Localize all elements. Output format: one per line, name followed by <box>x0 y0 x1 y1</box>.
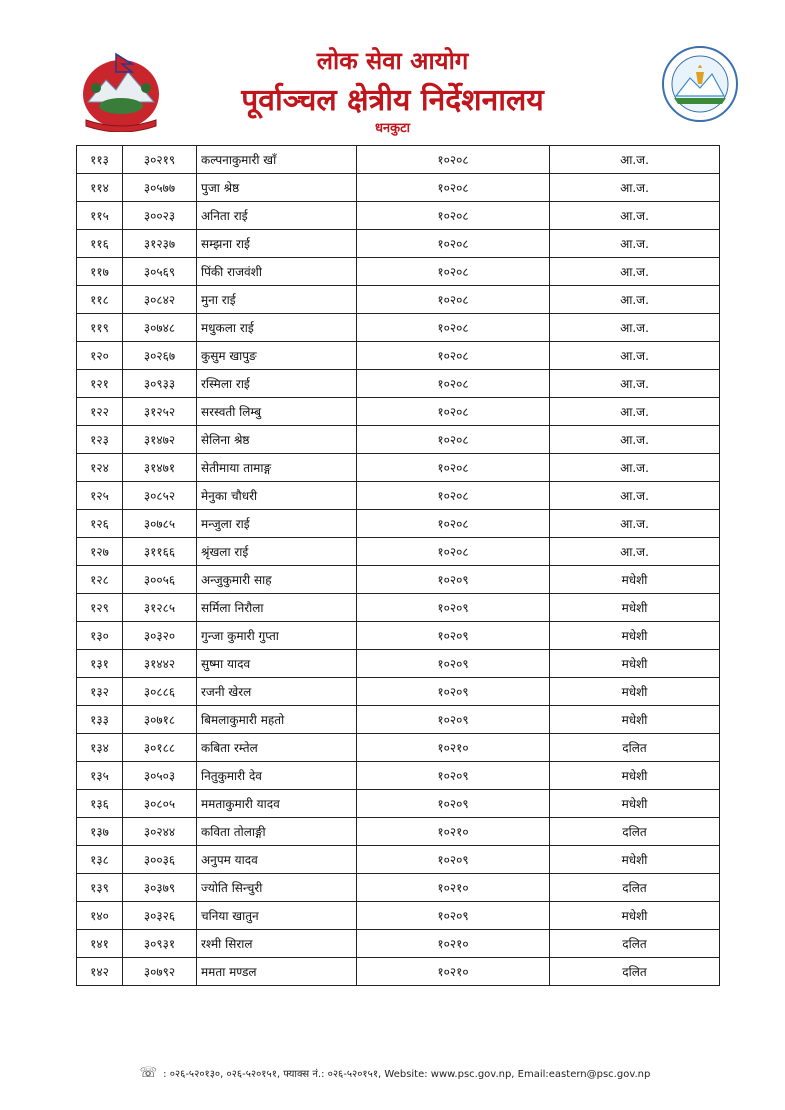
results-table <box>76 145 720 986</box>
roll-number-cell: ३०८८६ <box>123 678 197 706</box>
table-row <box>77 342 720 370</box>
code-cell: १०२०९ <box>357 650 550 678</box>
serial-number-cell: १२३ <box>77 426 123 454</box>
code-cell: १०२०८ <box>357 482 550 510</box>
code-cell: १०२०८ <box>357 314 550 342</box>
roll-number-cell: ३०९३१ <box>123 930 197 958</box>
roll-number-cell: ३०३७९ <box>123 874 197 902</box>
roll-number-cell: ३१४७२ <box>123 426 197 454</box>
serial-number-cell: १२७ <box>77 538 123 566</box>
code-cell: १०२१० <box>357 958 550 986</box>
candidate-name-cell: मधुकला राई <box>197 314 357 342</box>
table-row <box>77 230 720 258</box>
category-cell: मधेशी <box>550 790 720 818</box>
roll-number-cell: ३१२५२ <box>123 398 197 426</box>
code-cell: १०२०८ <box>357 258 550 286</box>
roll-number-cell: ३०२४४ <box>123 818 197 846</box>
roll-number-cell: ३०५७७ <box>123 174 197 202</box>
code-cell: १०२०८ <box>357 342 550 370</box>
category-cell: दलित <box>550 734 720 762</box>
serial-number-cell: ११७ <box>77 258 123 286</box>
roll-number-cell: ३०२६७ <box>123 342 197 370</box>
table-row <box>77 146 720 174</box>
category-cell: दलित <box>550 930 720 958</box>
candidate-name-cell: ममता मण्डल <box>197 958 357 986</box>
candidate-name-cell: बिमलाकुमारी महतो <box>197 706 357 734</box>
candidate-name-cell: सर्मिला निरौला <box>197 594 357 622</box>
candidate-name-cell: कुसुम खापुङ <box>197 342 357 370</box>
code-cell: १०२०९ <box>357 594 550 622</box>
table-row <box>77 930 720 958</box>
table-row <box>77 398 720 426</box>
serial-number-cell: ११५ <box>77 202 123 230</box>
code-cell: १०२०९ <box>357 706 550 734</box>
code-cell: १०२०९ <box>357 678 550 706</box>
code-cell: १०२०८ <box>357 202 550 230</box>
roll-number-cell: ३००२३ <box>123 202 197 230</box>
category-cell: आ.ज. <box>550 258 720 286</box>
candidate-name-cell: सेतीमाया तामाङ्ग <box>197 454 357 482</box>
category-cell: मधेशी <box>550 902 720 930</box>
category-cell: आ.ज. <box>550 314 720 342</box>
category-cell: मधेशी <box>550 566 720 594</box>
category-cell: आ.ज. <box>550 146 720 174</box>
table-row <box>77 202 720 230</box>
serial-number-cell: ११८ <box>77 286 123 314</box>
roll-number-cell: ३०८०५ <box>123 790 197 818</box>
category-cell: आ.ज. <box>550 454 720 482</box>
category-cell: मधेशी <box>550 622 720 650</box>
roll-number-cell: ३०५०३ <box>123 762 197 790</box>
candidate-name-cell: कल्पनाकुमारी खाँ <box>197 146 357 174</box>
serial-number-cell: १३२ <box>77 678 123 706</box>
table-row <box>77 258 720 286</box>
table-row <box>77 426 720 454</box>
category-cell: आ.ज. <box>550 230 720 258</box>
category-cell: आ.ज. <box>550 370 720 398</box>
roll-number-cell: ३१४७१ <box>123 454 197 482</box>
code-cell: १०२०९ <box>357 790 550 818</box>
roll-number-cell: ३०८४२ <box>123 286 197 314</box>
code-cell: १०२०८ <box>357 146 550 174</box>
serial-number-cell: १२० <box>77 342 123 370</box>
candidate-name-cell: रजनी खेरल <box>197 678 357 706</box>
table-row <box>77 286 720 314</box>
category-cell: आ.ज. <box>550 202 720 230</box>
serial-number-cell: १३८ <box>77 846 123 874</box>
code-cell: १०२०८ <box>357 510 550 538</box>
roll-number-cell: ३०७९२ <box>123 958 197 986</box>
roll-number-cell: ३०१८८ <box>123 734 197 762</box>
candidate-name-cell: सम्झना राई <box>197 230 357 258</box>
table-row <box>77 706 720 734</box>
category-cell: आ.ज. <box>550 174 720 202</box>
candidate-name-cell: पुजा श्रेष्ठ <box>197 174 357 202</box>
table-row <box>77 762 720 790</box>
code-cell: १०२०८ <box>357 538 550 566</box>
code-cell: १०२०९ <box>357 846 550 874</box>
roll-number-cell: ३०७४८ <box>123 314 197 342</box>
candidate-name-cell: रश्मी सिराल <box>197 930 357 958</box>
candidate-name-cell: ज्योति सिन्चुरी <box>197 874 357 902</box>
table-row <box>77 678 720 706</box>
category-cell: मधेशी <box>550 650 720 678</box>
serial-number-cell: १३६ <box>77 790 123 818</box>
roll-number-cell: ३१२८५ <box>123 594 197 622</box>
table-row <box>77 314 720 342</box>
code-cell: १०२१० <box>357 734 550 762</box>
roll-number-cell: ३०२१९ <box>123 146 197 174</box>
roll-number-cell: ३१२३७ <box>123 230 197 258</box>
table-row <box>77 510 720 538</box>
code-cell: १०२०८ <box>357 230 550 258</box>
candidate-name-cell: सरस्वती लिम्बु <box>197 398 357 426</box>
roll-number-cell: ३०३२६ <box>123 902 197 930</box>
table-row <box>77 818 720 846</box>
table-row <box>77 482 720 510</box>
code-cell: १०२०८ <box>357 454 550 482</box>
table-row <box>77 790 720 818</box>
table-row <box>77 846 720 874</box>
table-row <box>77 734 720 762</box>
category-cell: मधेशी <box>550 594 720 622</box>
table-row <box>77 874 720 902</box>
category-cell: दलित <box>550 874 720 902</box>
serial-number-cell: १४० <box>77 902 123 930</box>
category-cell: आ.ज. <box>550 398 720 426</box>
serial-number-cell: १४१ <box>77 930 123 958</box>
serial-number-cell: १२५ <box>77 482 123 510</box>
roll-number-cell: ३०७८५ <box>123 510 197 538</box>
category-cell: आ.ज. <box>550 510 720 538</box>
serial-number-cell: ११३ <box>77 146 123 174</box>
candidate-name-cell: सुष्मा यादव <box>197 650 357 678</box>
category-cell: मधेशी <box>550 706 720 734</box>
table-row <box>77 594 720 622</box>
serial-number-cell: १३७ <box>77 818 123 846</box>
candidate-name-cell: कविता तोलाङ्गी <box>197 818 357 846</box>
serial-number-cell: १४२ <box>77 958 123 986</box>
serial-number-cell: ११९ <box>77 314 123 342</box>
org-name: लोक सेवा आयोग <box>316 46 469 75</box>
serial-number-cell: १२२ <box>77 398 123 426</box>
roll-number-cell: ३००३६ <box>123 846 197 874</box>
code-cell: १०२०८ <box>357 174 550 202</box>
psc-logo-icon <box>660 44 740 124</box>
candidate-name-cell: मन्जुला राई <box>197 510 357 538</box>
serial-number-cell: १३५ <box>77 762 123 790</box>
code-cell: १०२०९ <box>357 902 550 930</box>
category-cell: दलित <box>550 818 720 846</box>
category-cell: मधेशी <box>550 762 720 790</box>
candidate-name-cell: अन्जुकुमारी साह <box>197 566 357 594</box>
candidate-name-cell: कबिता रम्तेल <box>197 734 357 762</box>
roll-number-cell: ३०३२० <box>123 622 197 650</box>
code-cell: १०२०८ <box>357 286 550 314</box>
phone-icon: ☏ <box>139 1065 158 1081</box>
footer-contact-text: : ०२६-५२०१३०, ०२६-५२०१५१, फ्याक्स नं.: ०२६-५२०१५१, Website: www.psc.gov.np, Email:eastern@psc.gov.np <box>163 1069 651 1080</box>
table-row <box>77 174 720 202</box>
table-row <box>77 566 720 594</box>
candidate-name-cell: चनिया खातुन <box>197 902 357 930</box>
category-cell: आ.ज. <box>550 342 720 370</box>
table-row <box>77 902 720 930</box>
table-row <box>77 370 720 398</box>
code-cell: १०२०९ <box>357 762 550 790</box>
page-footer <box>70 1060 720 1086</box>
category-cell: दलित <box>550 958 720 986</box>
category-cell: मधेशी <box>550 846 720 874</box>
code-cell: १०२१० <box>357 874 550 902</box>
code-cell: १०२०९ <box>357 622 550 650</box>
candidate-name-cell: गुन्जा कुमारी गुप्ता <box>197 622 357 650</box>
roll-number-cell: ३०८५२ <box>123 482 197 510</box>
candidate-name-cell: श्रृंखला राई <box>197 538 357 566</box>
candidate-name-cell: मुना राई <box>197 286 357 314</box>
table-row <box>77 622 720 650</box>
serial-number-cell: १२९ <box>77 594 123 622</box>
serial-number-cell: १३१ <box>77 650 123 678</box>
roll-number-cell: ३१४४२ <box>123 650 197 678</box>
table-row <box>77 538 720 566</box>
page-header <box>0 0 785 140</box>
table-row <box>77 454 720 482</box>
office-location: धनकुटा <box>374 121 411 136</box>
roll-number-cell: ३०९३३ <box>123 370 197 398</box>
category-cell: मधेशी <box>550 678 720 706</box>
candidate-name-cell: अनुपम यादव <box>197 846 357 874</box>
serial-number-cell: १२६ <box>77 510 123 538</box>
candidate-name-cell: नितुकुमारी देव <box>197 762 357 790</box>
candidate-name-cell: सेलिना श्रेष्ठ <box>197 426 357 454</box>
serial-number-cell: १२४ <box>77 454 123 482</box>
code-cell: १०२१० <box>357 818 550 846</box>
candidate-name-cell: पिंकी राजवंशी <box>197 258 357 286</box>
roll-number-cell: ३०७१८ <box>123 706 197 734</box>
table-row <box>77 958 720 986</box>
code-cell: १०२१० <box>357 930 550 958</box>
code-cell: १०२०८ <box>357 426 550 454</box>
candidate-name-cell: अनिता राई <box>197 202 357 230</box>
serial-number-cell: ११६ <box>77 230 123 258</box>
serial-number-cell: १३३ <box>77 706 123 734</box>
candidate-name-cell: ममताकुमारी यादव <box>197 790 357 818</box>
serial-number-cell: ११४ <box>77 174 123 202</box>
serial-number-cell: १२१ <box>77 370 123 398</box>
serial-number-cell: १२८ <box>77 566 123 594</box>
code-cell: १०२०८ <box>357 370 550 398</box>
category-cell: आ.ज. <box>550 482 720 510</box>
serial-number-cell: १३४ <box>77 734 123 762</box>
serial-number-cell: १३९ <box>77 874 123 902</box>
category-cell: आ.ज. <box>550 426 720 454</box>
office-name: पूर्वाञ्चल क्षेत्रीय निर्देशनालय <box>241 83 544 118</box>
table-row <box>77 650 720 678</box>
category-cell: आ.ज. <box>550 538 720 566</box>
roll-number-cell: ३०५६९ <box>123 258 197 286</box>
candidate-name-cell: मेनुका चौधरी <box>197 482 357 510</box>
code-cell: १०२०९ <box>357 566 550 594</box>
candidate-name-cell: रस्मिला राई <box>197 370 357 398</box>
category-cell: आ.ज. <box>550 286 720 314</box>
code-cell: १०२०८ <box>357 398 550 426</box>
roll-number-cell: ३००५६ <box>123 566 197 594</box>
roll-number-cell: ३११६६ <box>123 538 197 566</box>
serial-number-cell: १३० <box>77 622 123 650</box>
